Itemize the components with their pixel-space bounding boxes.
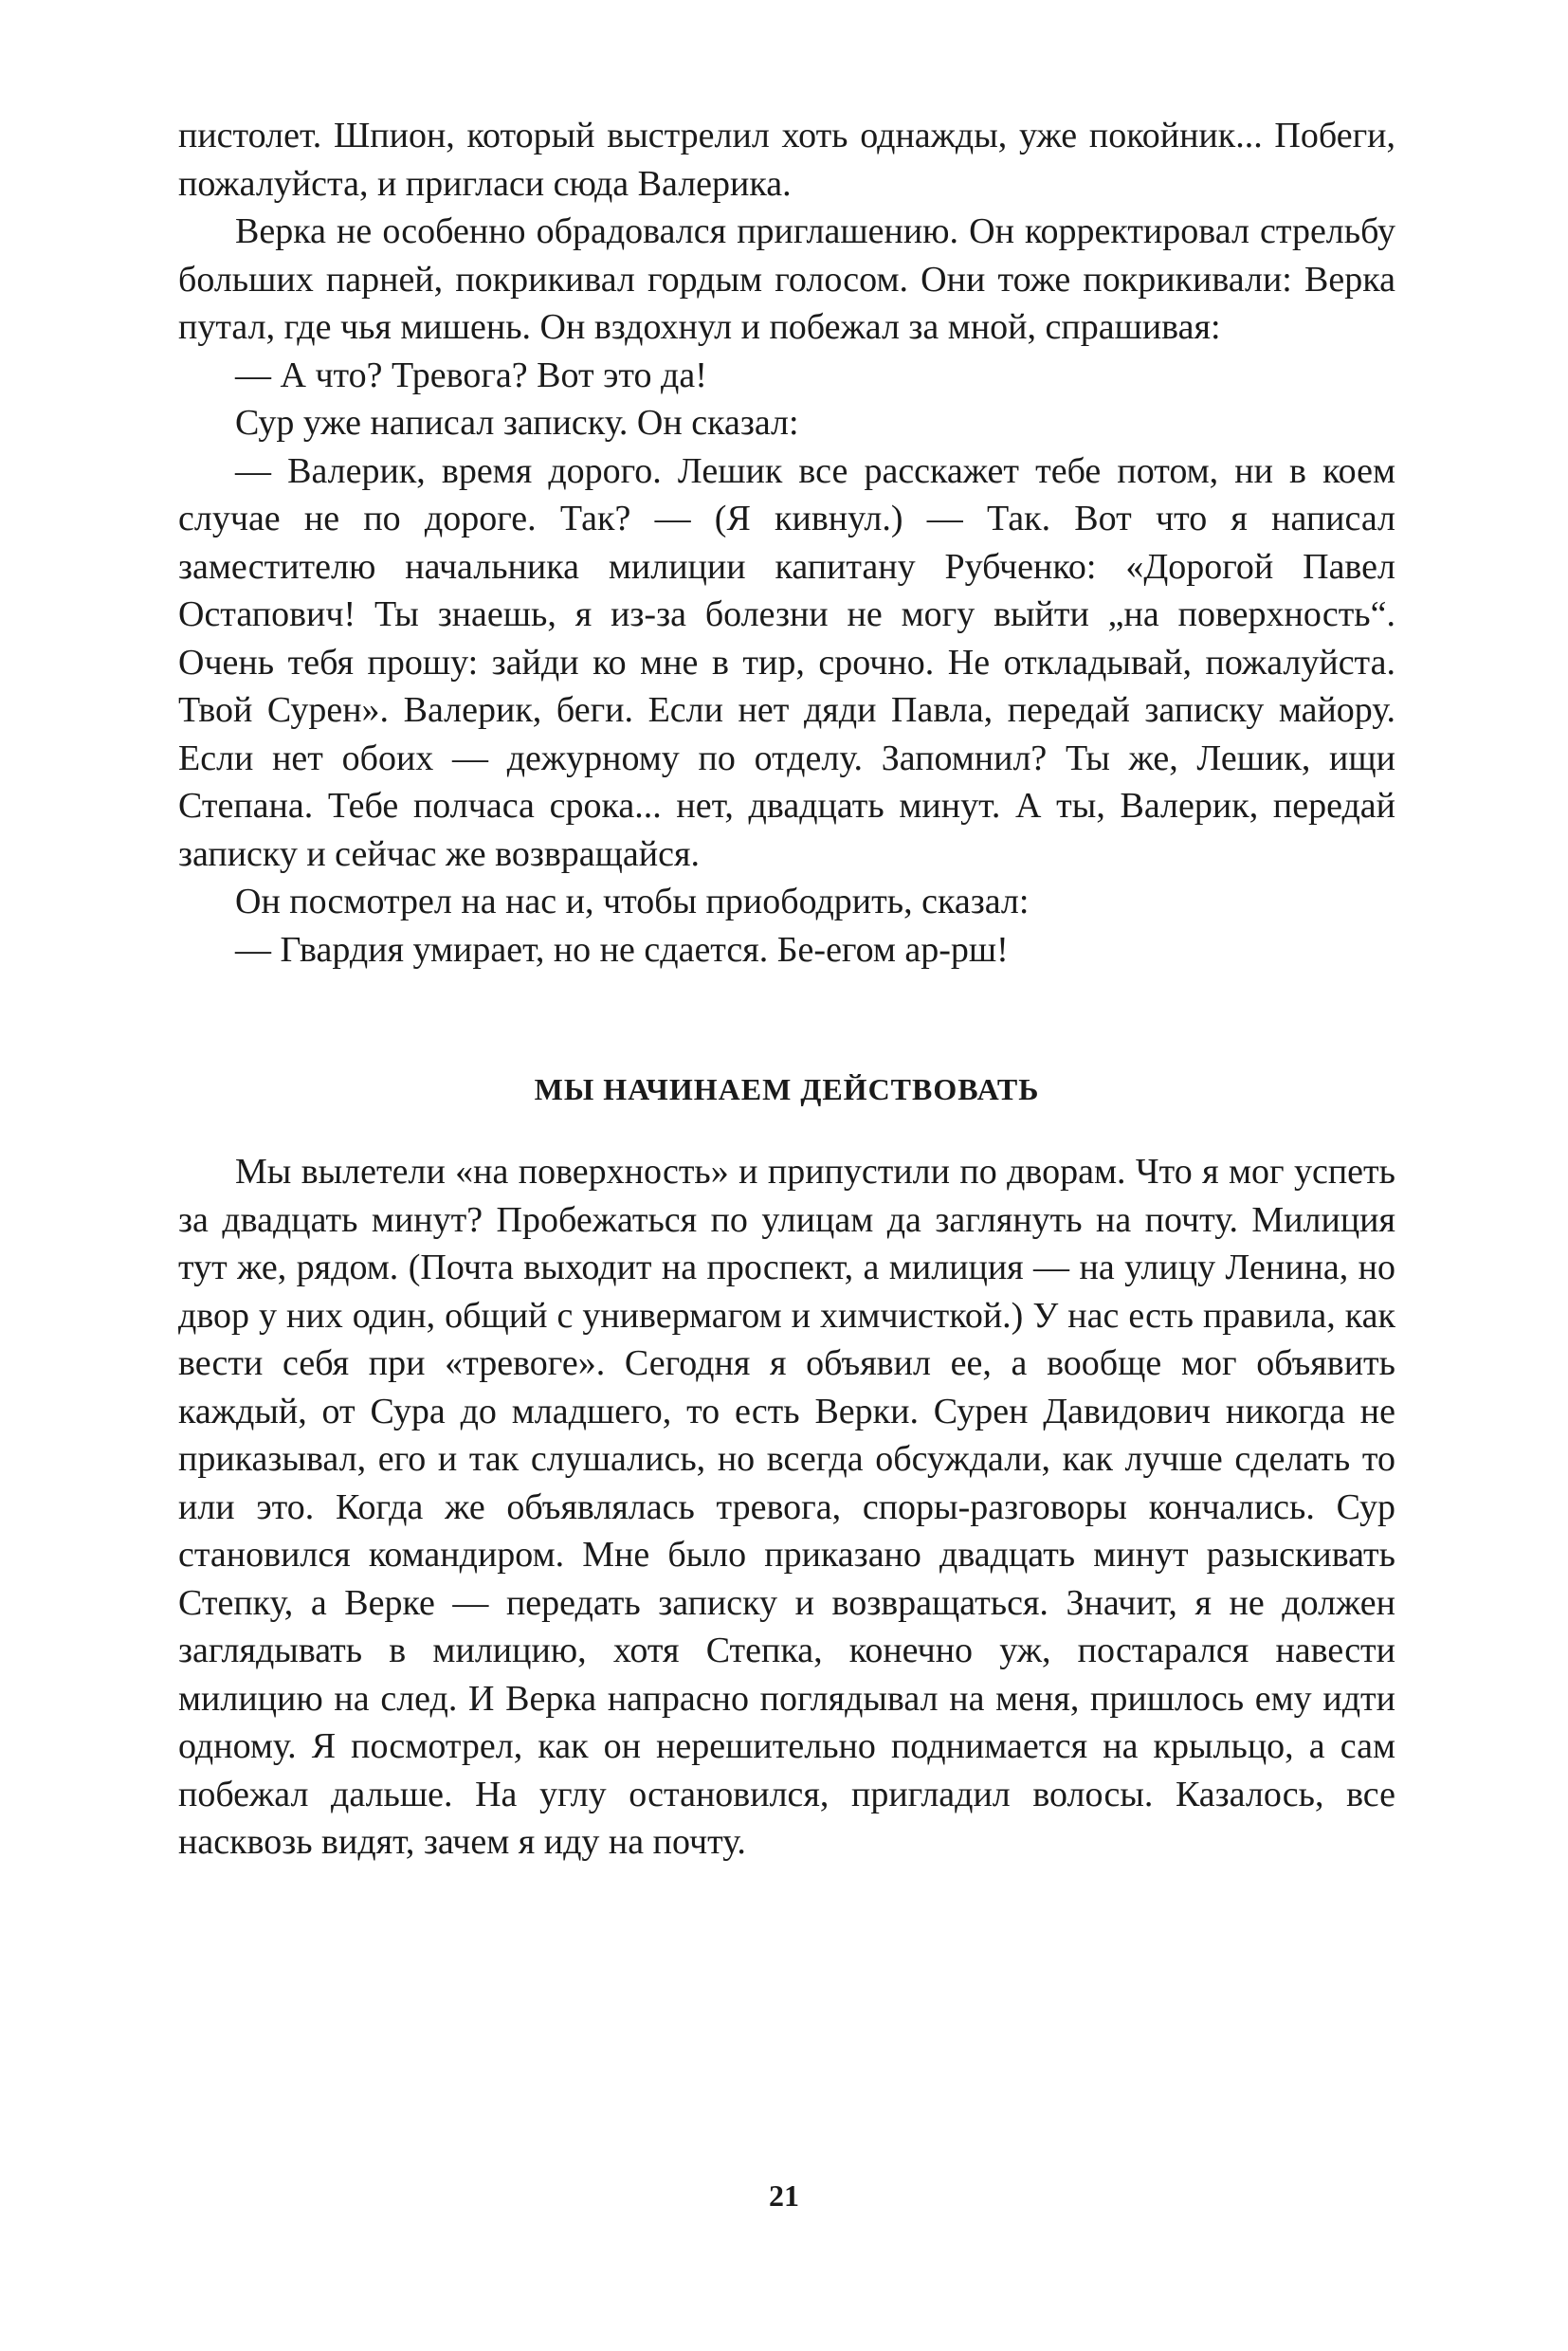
- section-title: МЫ НАЧИНАЕМ ДЕЙСТВОВАТЬ: [534, 1072, 1040, 1106]
- paragraph-note-written: Сур уже написал записку. Он сказал:: [235, 403, 799, 443]
- paragraph-encourage: Он посмотрел на нас и, чтобы приободрить, сказал:: [235, 882, 1030, 921]
- book-page: [178, 112, 1395, 1867]
- page-number: 21: [769, 2178, 799, 2213]
- paragraph-section-body: Мы вылетели «на поверхность» и припустили по дворам. Что я мог успеть за двадцать минут? Пробежаться по улицам да заглянуть на почту. Милиция тут же, рядом. (Почта выходит на проспект, а милиция — на улицу Ленина, но двор у них один, общий с универмагом и химчисткой.) У нас есть правила, как вести себя при «тревоге». Сегодня я объявил ее, а вообще мог объявить каждый, от Сура до младшего, то есть Верки. Сурен Давидович никогда не приказывал, его и так слушались, но всегда обсуждали, как лучше сделать то или это. Когда же объявлялась тревога, споры-разговоры кончались. Сур становился командиром. Мне было приказано двадцать минут разыскивать Степку, а Верке — передать записку и возвращаться. Значит, я не должен заглядывать в милицию, хотя Степка, конечно уж, постарался навести милицию на след. И Верка напрасно поглядывал на меня, пришлось ему идти одному. Я посмотрел, как он нерешительно поднимается на крыльцо, а сам побежал дальше. На углу остановился, пригладил волосы. Казалось, все насквозь видят, зачем я иду на почту.: [178, 1152, 1395, 1862]
- dialogue-line-alarm: — А что? Тревога? Вот это да!: [235, 355, 707, 395]
- paragraph-continuation: пистолет. Шпион, который выстрелил хоть однажды, уже покойник... Побеги, пожалуйста, и пригласи сюда Валерика.: [178, 116, 1395, 204]
- paragraph-verka: Верка не особенно обрадовался приглашению. Он корректировал стрельбу больших парней, покрикивал гордым голосом. Они тоже покрикивали: Верка путал, где чья мишень. Он вздохнул и побежал за мной, спрашивая:: [178, 211, 1395, 347]
- dialogue-guard-line: — Гвардия умирает, но не сдается. Бе-егом ар-рш!: [235, 929, 1009, 970]
- dialogue-sur-instructions: — Валерик, время дорого. Лешик все расскажет тебе потом, ни в коем случае не по дороге. Так? — (Я кивнул.) — Так. Вот что я написал заместителю начальника милиции капитану Рубченко: «Дорогой Павел Остапович! Ты знаешь, я из-за болезни не могу выйти „на поверхность“. Очень тебя прошу: зайди ко мне в тир, срочно. Не откладывай, пожалуйста. Твой Сурен». Валерик, беги. Если нет дяди Павла, передай записку майору. Если нет обоих — дежурному по отделу. Запомнил? Ты же, Лешик, ищи Степана. Тебе полчаса срока... нет, двадцать минут. А ты, Валерик, передай записку и сейчас же возвращайся.: [178, 450, 1395, 874]
